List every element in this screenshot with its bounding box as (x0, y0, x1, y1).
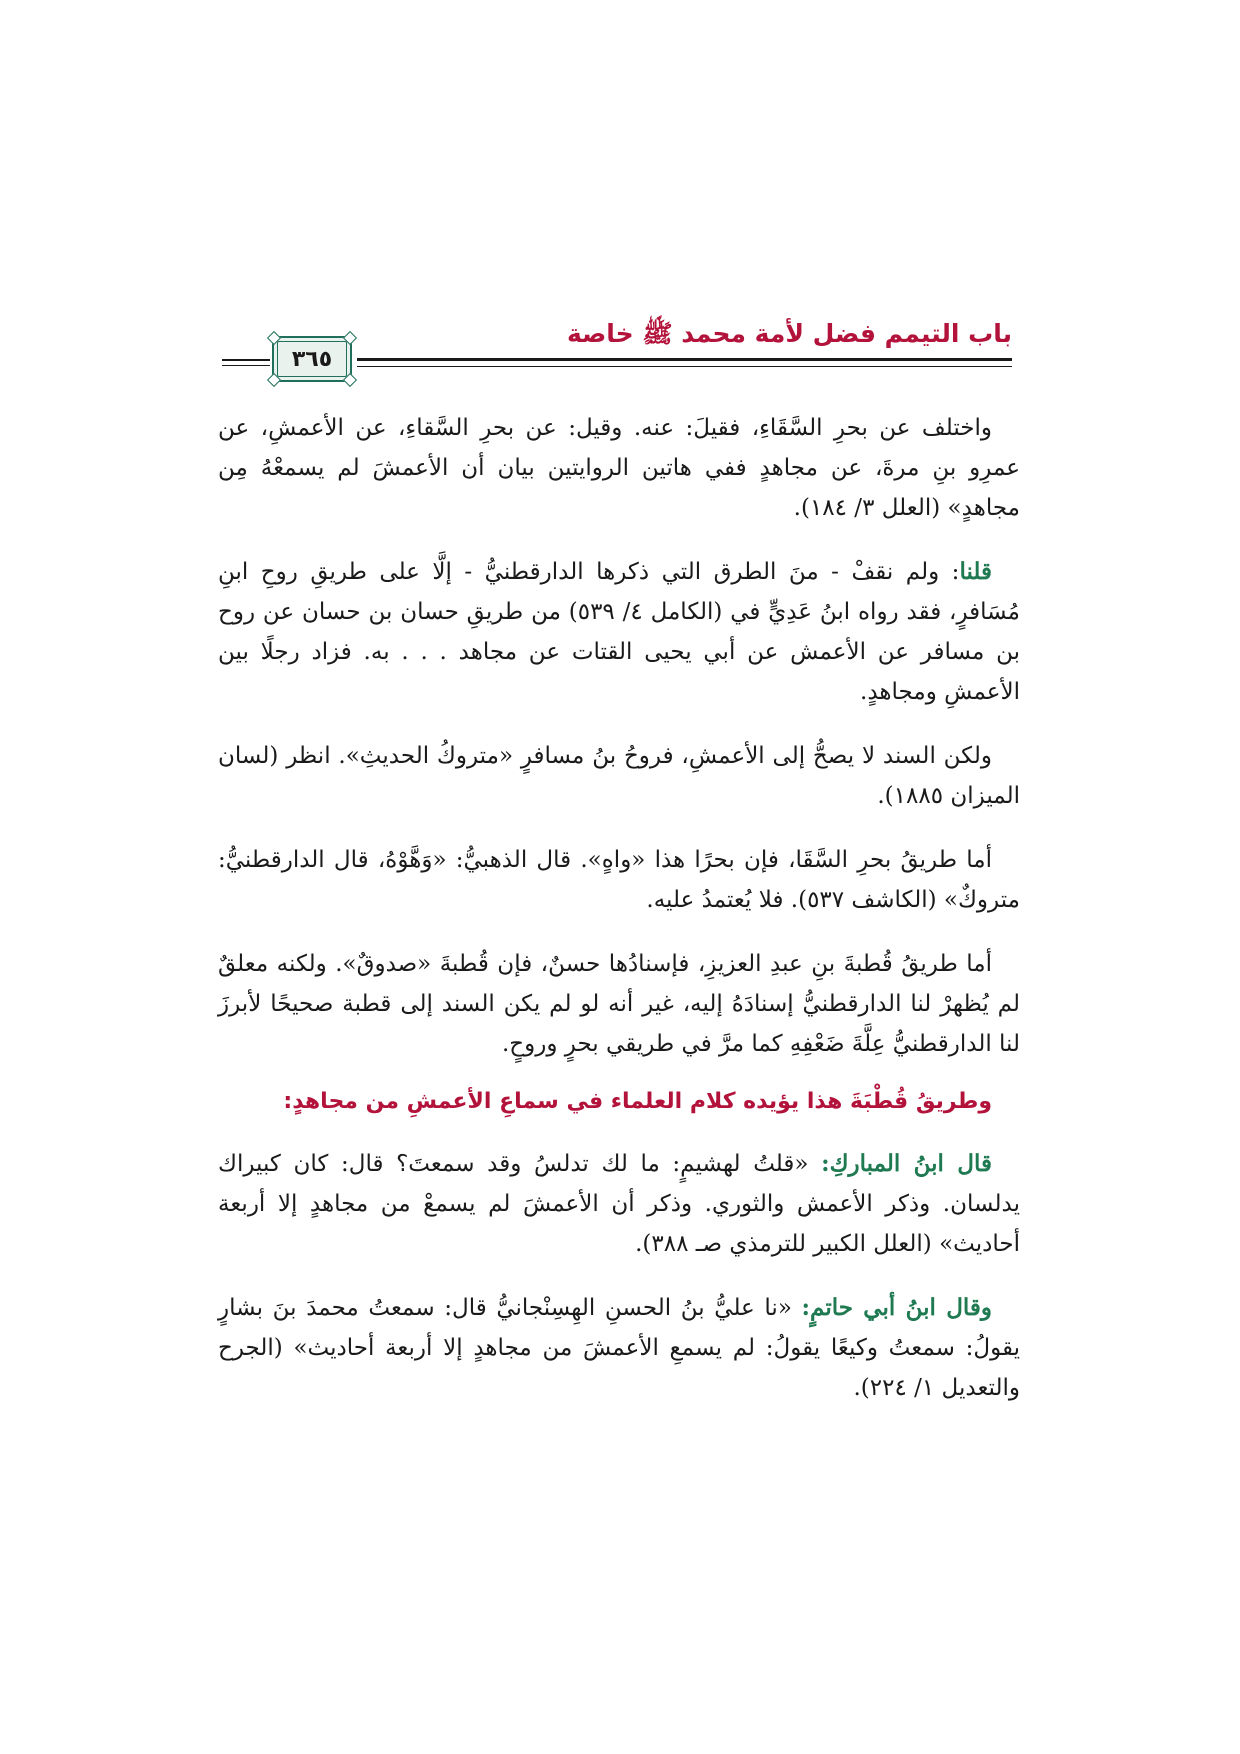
ornament-corner-icon (343, 373, 357, 387)
ornament-corner-icon (267, 373, 281, 387)
speaker-label: وقال ابنُ أبي حاتمٍ: (801, 1294, 993, 1321)
header-rule (357, 358, 1012, 361)
page-body (218, 408, 1020, 1432)
paragraph-1 (218, 408, 1020, 528)
paragraph-4 (218, 840, 1020, 920)
paragraph-3 (218, 736, 1020, 816)
speaker-label: قال ابنُ المباركِ: (821, 1150, 992, 1177)
header-rule-short (222, 359, 270, 361)
paragraph-text: أما طريقُ بحرِ السَّقَا، فإن بحرًا هذا «واهٍ». قال الذهبيُّ: «وَهَّوْهُ، قال الدارقطنيُّ: متروكٌ» (الكاشف ٥٣٧). فلا يُعتمدُ عليه. (218, 847, 1020, 913)
paragraph-6 (218, 1144, 1020, 1264)
paragraph-text: ولكن السند لا يصحُّ إلى الأعمشِ، فروحُ بنُ مسافرٍ «متروكُ الحديثِ». انظر (لسان الميزان ١٨٨٥). (218, 743, 1020, 809)
paragraph-2 (218, 552, 1020, 712)
page-header (222, 318, 1012, 384)
paragraph-5 (218, 944, 1020, 1064)
ornament-corner-icon (267, 331, 281, 345)
page-number: ٣٦٥ (291, 346, 333, 372)
paragraph-text: «نا عليُّ بنُ الحسنِ الهِسِنْجانيُّ قال: سمعتُ محمدَ بنَ بشارٍ يقولُ: سمعتُ وكيعًا يقولُ: لم يسمعِ الأعمشَ من مجاهدٍ إلا أربعة أحاديث» (الجرح والتعديل ١/ ٢٢٤). (218, 1295, 1020, 1401)
paragraph-text: : ولم نقفْ - منَ الطرق التي ذكرها الدارقطنيُّ - إلَّا على طريقِ روحِ ابنِ مُسَافرٍ، فقد رواه ابنُ عَدِيٍّ في (الكامل ٤/ ٥٣٩) من طريقِ حسان بن حسان عن روح بن مسافر عن الأعمش عن أبي يحيى القتات عن مجاهد . . . به. فزاد رجلًا بين الأعمشِ ومجاهدٍ. (218, 559, 1020, 705)
ornament-corner-icon (343, 331, 357, 345)
paragraph-7 (218, 1288, 1020, 1408)
speaker-label: قلنا (959, 558, 992, 585)
section-heading: وطريقُ قُطْبَةَ هذا يؤيده كلام العلماء في سماعِ الأعمشِ من مجاهدٍ: (283, 1089, 992, 1114)
paragraph-text: أما طريقُ قُطبةَ بنِ عبدِ العزيزِ، فإسنادُها حسنٌ، فإن قُطبةَ «صدوقٌ». ولكنه معلقٌ لم يُظهرْ لنا الدارقطنيُّ إسنادَهُ إليه، غير أنه لو لم يكن السند إلى قطبة صحيحًا لأبرزَ لنا الدارقطنيُّ عِلَّةَ ضَعْفِهِ كما مرَّ في طريقي بحرٍ وروحٍ. (218, 951, 1020, 1057)
page-number-badge (272, 336, 352, 382)
paragraph-text: واختلف عن بحرِ السَّقَاءِ، فقيلَ: عنه. وقيل: عن بحرِ السَّقاءِ، عن الأعمشِ، عن عمرِو بنِ مرةَ، عن مجاهدٍ ففي هاتين الروايتين بيان أن الأعمشَ لم يسمعْهُ مِن مجاهدٍ» (العلل ٣/ ١٨٤). (218, 415, 1020, 521)
chapter-title: باب التيمم فضل لأمة محمد ﷺ خاصة (566, 319, 1012, 348)
paragraph-text: «قلتُ لهشيمٍ: ما لك تدلسُ وقد سمعتَ؟ قال: كان كبيراك يدلسان. وذكر الأعمش والثوري. وذكر أن الأعمشَ لم يسمعْ من مجاهدٍ إلا أربعة أحاديث» (العلل الكبير للترمذي صـ ٣٨٨). (218, 1151, 1020, 1257)
